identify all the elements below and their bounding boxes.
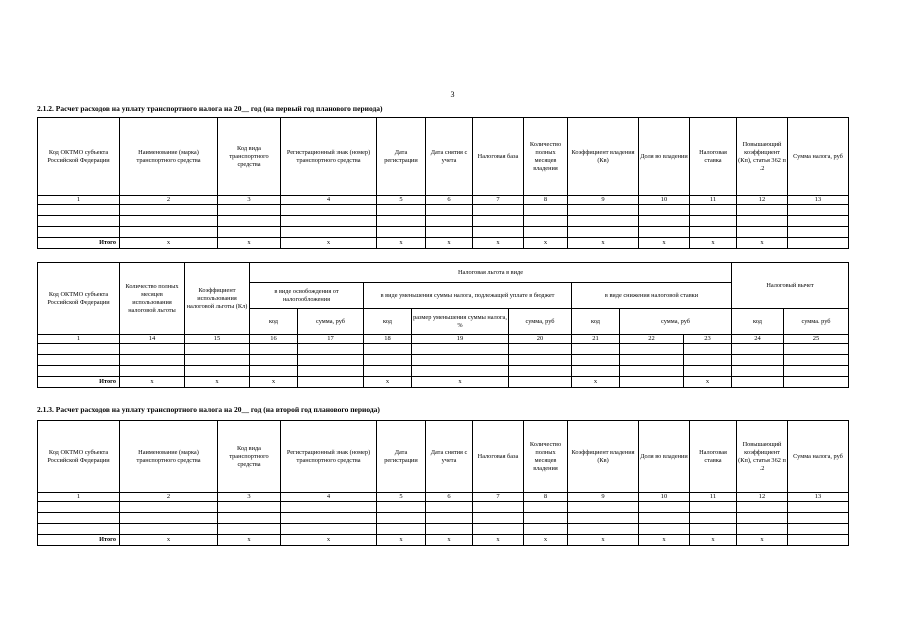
header-cell: Код вида транспортного средства bbox=[218, 421, 281, 493]
itogo-cell: x bbox=[281, 238, 377, 249]
header-cell: Коэффициент владения (Кв) bbox=[568, 118, 639, 196]
column-number: 12 bbox=[737, 493, 788, 502]
number-row bbox=[38, 493, 849, 502]
header-cell: Налоговая база bbox=[473, 118, 524, 196]
header-sub-reduce: в виде уменьшения суммы налога, подлежащей уплате в бюджет bbox=[364, 283, 572, 309]
header-cell: Код ОКТМО субъекта Российской Федерации bbox=[38, 421, 120, 493]
itogo-cell bbox=[509, 377, 572, 388]
table-row bbox=[38, 216, 849, 227]
header-cell: Код ОКТМО субъекта Российской Федерации bbox=[38, 263, 120, 335]
itogo-label: Итого bbox=[38, 535, 120, 546]
section-heading-2-1-3: 2.1.3. Расчет расходов на уплату транспортного налога на 20__ год (на второй год планового периода) bbox=[37, 405, 380, 414]
itogo-cell: x bbox=[426, 238, 473, 249]
itogo-cell: x bbox=[377, 535, 426, 546]
itogo-cell: x bbox=[524, 535, 568, 546]
column-number: 8 bbox=[524, 493, 568, 502]
itogo-cell: x bbox=[218, 238, 281, 249]
header-cell: Наименование (марка) транспортного средства bbox=[120, 118, 218, 196]
itogo-cell: x bbox=[737, 238, 788, 249]
table-row bbox=[38, 524, 849, 535]
header-leaf: сумма, руб bbox=[620, 309, 732, 335]
itogo-cell: x bbox=[684, 377, 732, 388]
column-number: 5 bbox=[377, 493, 426, 502]
column-number: 7 bbox=[473, 493, 524, 502]
itogo-cell: x bbox=[377, 238, 426, 249]
header-leaf: код bbox=[572, 309, 620, 335]
header-cell: Доля во владении bbox=[639, 421, 690, 493]
table-row bbox=[38, 344, 849, 355]
itogo-cell: x bbox=[568, 238, 639, 249]
header-leaf: размер уменьшения суммы налога, % bbox=[412, 309, 509, 335]
column-number: 11 bbox=[690, 196, 737, 205]
itogo-cell: x bbox=[120, 535, 218, 546]
itogo-cell: x bbox=[473, 238, 524, 249]
header-cell: Регистрационный знак (номер) транспортного средства bbox=[281, 118, 377, 196]
column-number: 16 bbox=[250, 335, 298, 344]
header-row bbox=[38, 263, 849, 283]
column-number: 2 bbox=[120, 493, 218, 502]
header-cell: Налоговая база bbox=[473, 421, 524, 493]
header-cell: Налоговая ставка bbox=[690, 118, 737, 196]
column-number: 20 bbox=[509, 335, 572, 344]
itogo-cell: x bbox=[364, 377, 412, 388]
column-number: 1 bbox=[38, 335, 120, 344]
itogo-cell: x bbox=[120, 377, 185, 388]
column-number: 6 bbox=[426, 493, 473, 502]
header-leaf: сумма, руб bbox=[298, 309, 364, 335]
header-cell: Наименование (марка) транспортного средства bbox=[120, 421, 218, 493]
column-number: 11 bbox=[690, 493, 737, 502]
column-number: 4 bbox=[281, 196, 377, 205]
itogo-cell: x bbox=[639, 238, 690, 249]
column-number: 19 bbox=[412, 335, 509, 344]
itogo-cell bbox=[788, 238, 849, 249]
itogo-row bbox=[38, 377, 849, 388]
header-group-benefit: Налоговая льгота в виде bbox=[250, 263, 732, 283]
header-cell: Доля во владении bbox=[639, 118, 690, 196]
header-sub-rate: в виде снижения налоговой ставки bbox=[572, 283, 732, 309]
column-number: 4 bbox=[281, 493, 377, 502]
itogo-cell: x bbox=[690, 238, 737, 249]
itogo-cell: x bbox=[524, 238, 568, 249]
column-number: 7 bbox=[473, 196, 524, 205]
itogo-cell: x bbox=[218, 535, 281, 546]
header-sub-exempt: в виде освобождения от налогообложения bbox=[250, 283, 364, 309]
column-number: 14 bbox=[120, 335, 185, 344]
column-number: 13 bbox=[788, 196, 849, 205]
column-number: 8 bbox=[524, 196, 568, 205]
table-row bbox=[38, 205, 849, 216]
column-number: 25 bbox=[784, 335, 849, 344]
header-leaf: код bbox=[364, 309, 412, 335]
column-number: 23 bbox=[684, 335, 732, 344]
column-number: 24 bbox=[732, 335, 784, 344]
table-row bbox=[38, 366, 849, 377]
header-cell: Дата снятия с учета bbox=[426, 421, 473, 493]
column-number: 3 bbox=[218, 196, 281, 205]
itogo-cell: x bbox=[426, 535, 473, 546]
itogo-label: Итого bbox=[38, 238, 120, 249]
itogo-row bbox=[38, 238, 849, 249]
itogo-cell bbox=[784, 377, 849, 388]
itogo-cell: x bbox=[473, 535, 524, 546]
itogo-cell: x bbox=[568, 535, 639, 546]
table-row bbox=[38, 227, 849, 238]
itogo-cell: x bbox=[250, 377, 298, 388]
itogo-cell bbox=[788, 535, 849, 546]
itogo-cell: x bbox=[281, 535, 377, 546]
header-cell: Повышающий коэффициент (Кп), статья 362 п .2 bbox=[737, 118, 788, 196]
column-number: 12 bbox=[737, 196, 788, 205]
header-cell: Коэффициент владения (Кв) bbox=[568, 421, 639, 493]
column-number: 13 bbox=[788, 493, 849, 502]
header-group-deduction: Налоговый вычет bbox=[732, 263, 849, 309]
number-row bbox=[38, 335, 849, 344]
column-number: 5 bbox=[377, 196, 426, 205]
table-row bbox=[38, 355, 849, 366]
header-cell: Регистрационный знак (номер) транспортного средства bbox=[281, 421, 377, 493]
transport-tax-table-year1 bbox=[37, 117, 849, 249]
header-cell: Количество полных месяцев владения bbox=[524, 118, 568, 196]
column-number: 1 bbox=[38, 196, 120, 205]
header-cell: Сумма налога, руб bbox=[788, 421, 849, 493]
header-leaf: код bbox=[732, 309, 784, 335]
column-number: 1 bbox=[38, 493, 120, 502]
header-leaf: сумма, руб bbox=[509, 309, 572, 335]
column-number: 9 bbox=[568, 493, 639, 502]
column-number: 10 bbox=[639, 196, 690, 205]
column-number: 15 bbox=[185, 335, 250, 344]
header-cell: Повышающий коэффициент (Кп), статья 362 п .2 bbox=[737, 421, 788, 493]
page-number: 3 bbox=[450, 90, 455, 99]
itogo-cell bbox=[732, 377, 784, 388]
header-cell: Код вида транспортного средства bbox=[218, 118, 281, 196]
itogo-cell: x bbox=[120, 238, 218, 249]
itogo-cell: x bbox=[639, 535, 690, 546]
transport-tax-table-year2 bbox=[37, 420, 849, 546]
itogo-cell: x bbox=[412, 377, 509, 388]
header-cell: Коэффициент использования налоговой льготы (Кл) bbox=[185, 263, 250, 335]
header-leaf: сумма. руб bbox=[784, 309, 849, 335]
column-number: 21 bbox=[572, 335, 620, 344]
header-cell: Дата снятия с учета bbox=[426, 118, 473, 196]
header-cell: Дата регистрации bbox=[377, 421, 426, 493]
header-cell: Код ОКТМО субъекта Российской Федерации bbox=[38, 118, 120, 196]
column-number: 17 bbox=[298, 335, 364, 344]
itogo-cell bbox=[298, 377, 364, 388]
header-cell: Количество полных месяцев владения bbox=[524, 421, 568, 493]
column-number: 10 bbox=[639, 493, 690, 502]
number-row bbox=[38, 196, 849, 205]
header-cell: Количество полных месяцев использования налоговой льготы bbox=[120, 263, 185, 335]
itogo-cell: x bbox=[572, 377, 620, 388]
column-number: 9 bbox=[568, 196, 639, 205]
column-number: 3 bbox=[218, 493, 281, 502]
itogo-cell: x bbox=[690, 535, 737, 546]
table-row bbox=[38, 513, 849, 524]
itogo-cell bbox=[620, 377, 684, 388]
column-number: 22 bbox=[620, 335, 684, 344]
column-number: 18 bbox=[364, 335, 412, 344]
table-row bbox=[38, 502, 849, 513]
header-row bbox=[38, 421, 849, 493]
section-heading-2-1-2: 2.1.2. Расчет расходов на уплату транспортного налога на 20__ год (на первый год планового периода) bbox=[37, 104, 383, 113]
itogo-cell: x bbox=[737, 535, 788, 546]
header-leaf: код bbox=[250, 309, 298, 335]
header-cell: Дата регистрации bbox=[377, 118, 426, 196]
itogo-cell: x bbox=[185, 377, 250, 388]
header-cell: Сумма налога, руб bbox=[788, 118, 849, 196]
tax-benefit-table-year1 bbox=[37, 262, 849, 388]
header-row bbox=[38, 118, 849, 196]
header-cell: Налоговая ставка bbox=[690, 421, 737, 493]
itogo-row bbox=[38, 535, 849, 546]
column-number: 6 bbox=[426, 196, 473, 205]
column-number: 2 bbox=[120, 196, 218, 205]
itogo-label: Итого bbox=[38, 377, 120, 388]
